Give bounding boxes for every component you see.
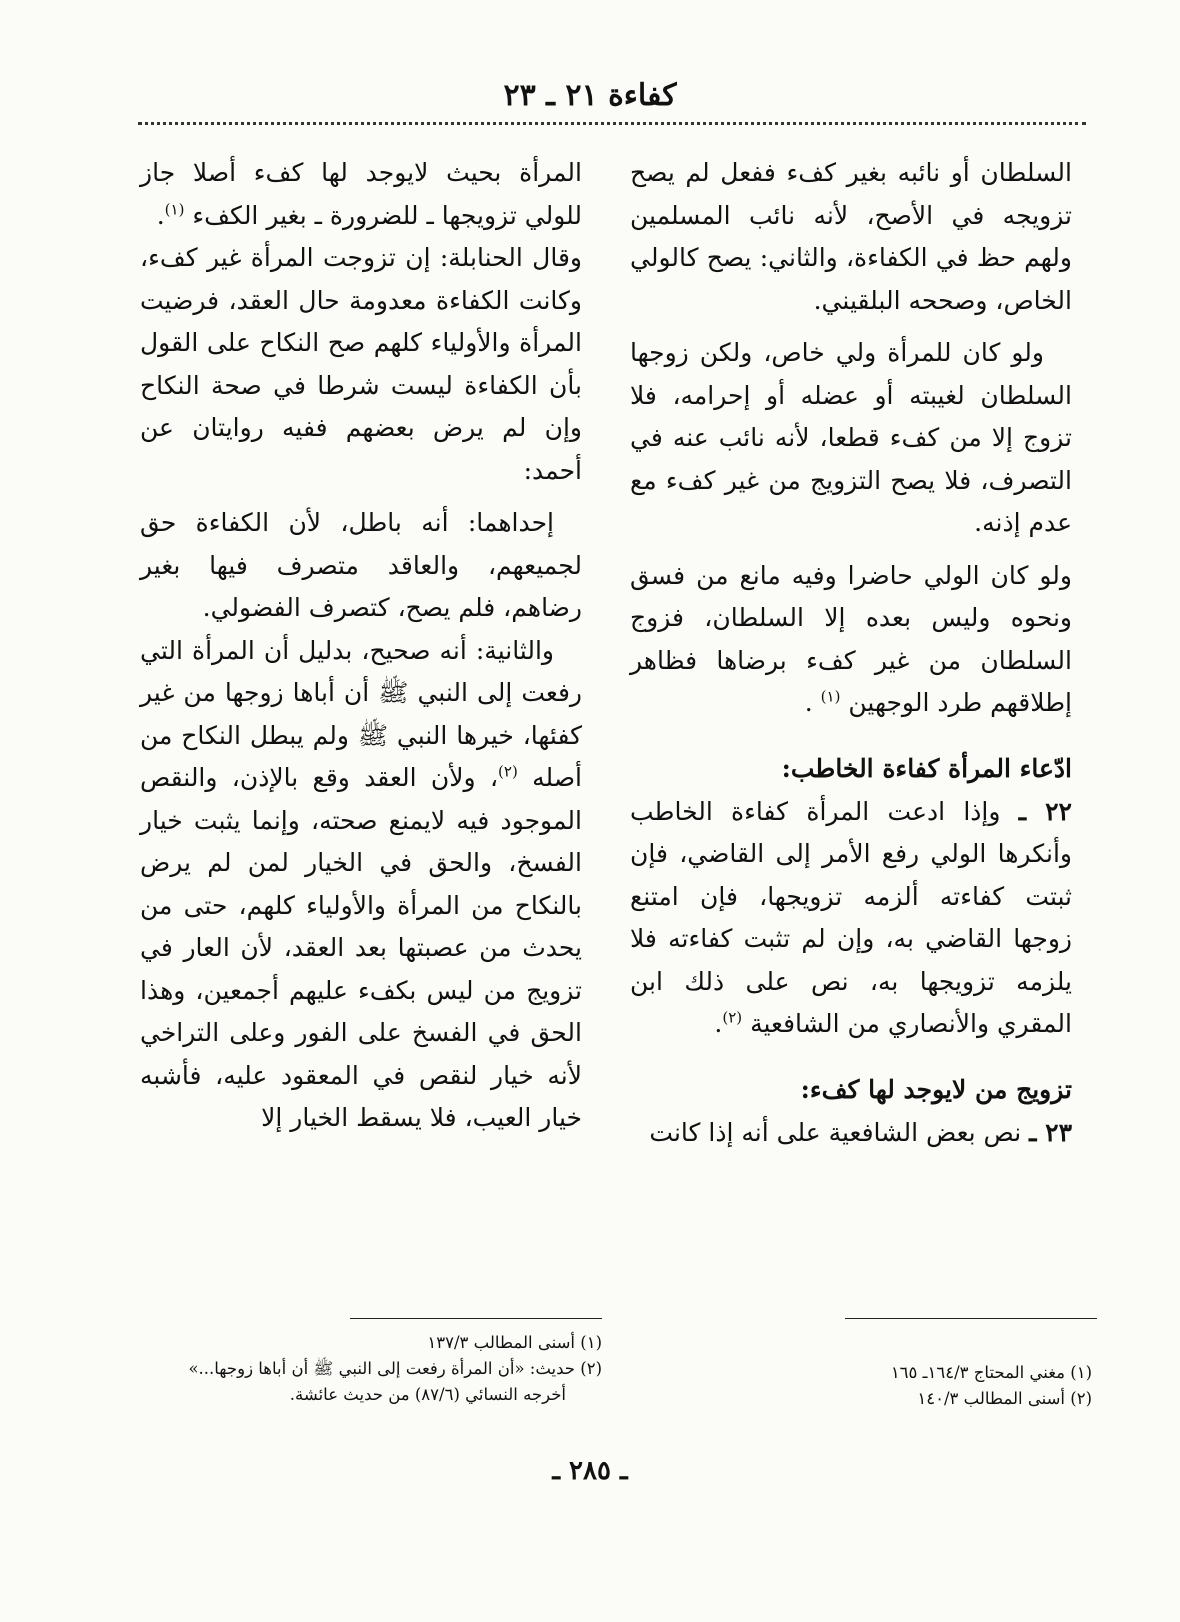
left-column (140, 152, 582, 1140)
footnote-right-1: (١) مغني المحتاج ١٦٤/٣ـ ١٦٥ (890, 1363, 1092, 1382)
footnotes-left (132, 1330, 602, 1408)
right-paragraph-3 (630, 555, 1072, 725)
right-paragraph-5 (630, 1112, 1072, 1155)
footnote-rule-left (350, 1318, 602, 1319)
section-heading-no-match: تزويج من لايوجد لها كفء: (800, 1074, 1072, 1104)
page-header-title: كفاءة ٢١ ـ ٢٣ (503, 78, 677, 113)
left-paragraph-4-rest: ، ولأن العقد وقع بالإذن، والنقص الموجود فيه لايمنع صحته، وإنما يثبت خيار الفسخ، والحق في الخيار لمن لم يرض بالنكاح من المرأة والأولياء كلهم، حتى من يحدث من عصبتها بعد العقد، لأن العار في تزويج من ليس بكفء عليهم أجمعين، وهذا الحق في الفسخ على الفور وعلى التراخي لأنه خيار لنقص في المعقود عليه، فأشبه خيار العيب، فلا يسقط الخيار إلا (140, 763, 582, 1132)
footnote-ref: (١) (164, 200, 185, 219)
right-paragraph-1: السلطان أو نائبه بغير كفء ففعل لم يصح تزويجه في الأصح، لأنه نائب المسلمين ولهم حظ في الكفاءة، والثاني: يصح كالولي الخاص، وصححه البلقيني. (630, 158, 1072, 315)
period: . (156, 200, 165, 230)
section-number-23: ٢٣ ـ (1029, 1117, 1072, 1147)
period: . (804, 688, 813, 717)
footnote-ref: (١) (820, 687, 841, 706)
section-heading-claim: ادّعاء المرأة كفاءة الخاطب: (781, 753, 1072, 783)
footnote-rule-right (845, 1318, 1097, 1319)
left-paragraph-1 (140, 152, 582, 237)
footnote-ref: (٢) (722, 1008, 743, 1027)
left-paragraph-3: إحداهما: أنه باطل، لأن الكفاءة حق لجميعهم، والعاقد متصرف فيها بغير رضاهم، فلم يصح، كتصرف الفضولي. (140, 508, 582, 622)
footnotes-right (842, 1360, 1092, 1412)
footnote-left-2: (٢) حديث: «أن المرأة رفعت إلى النبي ﷺ أن أباها زوجها...» (188, 1359, 602, 1378)
left-paragraph-2: وقال الحنابلة: إن تزوجت المرأة غير كفء، وكانت الكفاءة معدومة حال العقد، فرضيت المرأة والأولياء كلهم صح النكاح على القول بأن الكفاءة ليست شرطا في صحة النكاح وإن لم يرض بعضهم ففيه روايتان عن أحمد: (140, 243, 582, 485)
footnote-left-2-continuation: أخرجه النسائي (٨٧/٦) من حديث عائشة. (289, 1385, 566, 1404)
footnote-right-2: (٢) أسنى المطالب ١٤٠/٣ (917, 1389, 1092, 1408)
right-paragraph-2: ولو كان للمرأة ولي خاص، ولكن زوجها السلطان لغيبته أو عضله أو إحرامه، فلا تزوج إلا من كفء قطعا، لأنه نائب عنه في التصرف، فلا يصح التزويج من غير كفء مع عدم إذنه. (630, 338, 1072, 537)
section-number-22: ٢٢ ـ (1018, 796, 1072, 826)
left-paragraph-1-text: المرأة بحيث لايوجد لها كفء أصلا جاز للولي تزويجها ـ للضرورة ـ بغير الكفء (140, 158, 582, 230)
header-dotted-rule (138, 122, 1086, 125)
right-column (630, 152, 1072, 1154)
left-paragraph-4 (140, 630, 582, 1140)
right-paragraph-4 (630, 791, 1072, 1046)
footnote-left-1: (١) أسنى المطالب ١٣٧/٣ (427, 1333, 602, 1352)
page-number: ـ ٢٨٥ ـ (552, 1456, 628, 1486)
right-paragraph-5-text: نص بعض الشافعية على أنه إذا كانت (649, 1117, 1022, 1147)
right-paragraph-4-text: وإذا ادعت المرأة كفاءة الخاطب وأنكرها الولي رفع الأمر إلى القاضي، فإن ثبتت كفاءته ألزمه تزويجها، فإن امتنع زوجها القاضي به، وإن لم تثبت كفاءته فلا يلزمه تزويجها به، نص على ذلك ابن المقري والأنصاري من الشافعية (630, 796, 1072, 1038)
footnote-ref: (٢) (498, 762, 518, 781)
right-paragraph-3-text: ولو كان الولي حاضرا وفيه مانع من فسق ونحوه وليس بعده إلا السلطان، فزوج السلطان من غير كفء برضاها فظاهر إطلاقهم طرد الوجهين (630, 560, 1072, 717)
period: . (714, 1009, 723, 1038)
left-paragraph-4-text: والثانية: أنه صحيح، بدليل أن المرأة التي رفعت إلى النبي ﷺ أن أباها زوجها من غير كفئها، خيرها النبي ﷺ ولم يبطل النكاح من أصله (140, 635, 582, 792)
